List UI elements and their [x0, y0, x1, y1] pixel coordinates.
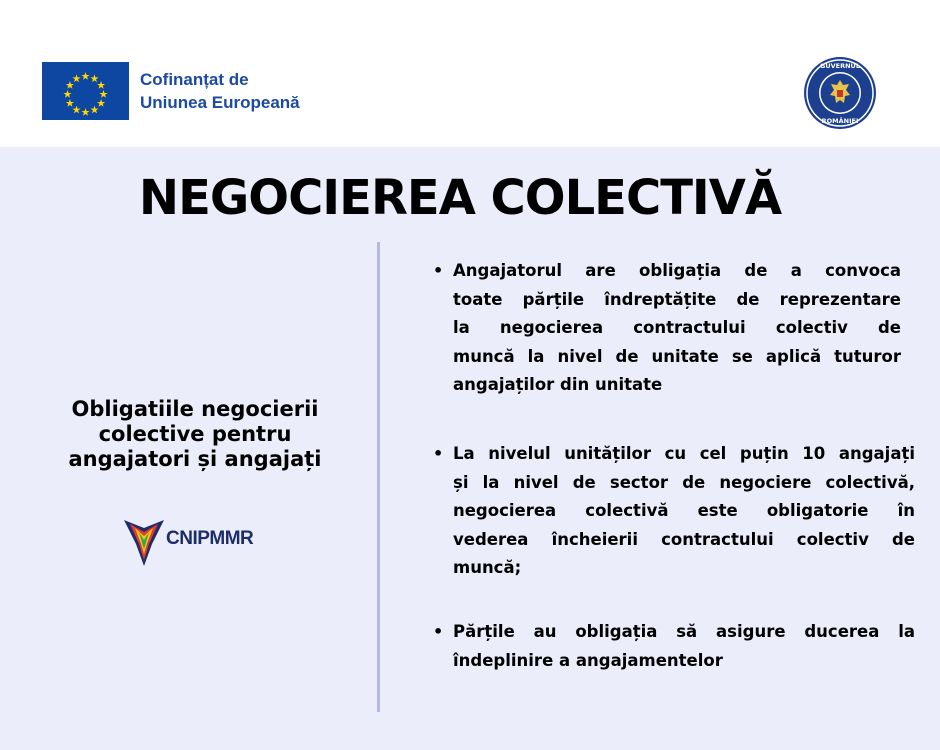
eu-cofinancing-text	[140, 68, 300, 114]
bullet-1-line-1: Angajatorul are obligația de a convoca	[453, 261, 901, 280]
bullet-2-line-4: vederea încheierii contractului colectiv de	[453, 529, 915, 549]
bullet-item-2	[433, 440, 915, 583]
cnipmmr-label: CNIPMMR	[166, 528, 254, 549]
bullet-2-line-5: muncă;	[453, 558, 522, 577]
svg-text:ROMÂNIEI: ROMÂNIEI	[821, 117, 859, 125]
vertical-divider	[377, 242, 380, 712]
bullet-text	[453, 440, 915, 583]
bullet-text	[453, 618, 915, 675]
header-bar	[0, 0, 940, 147]
subtitle-line-3: angajatori și angajați	[68, 447, 322, 471]
bullet-3-line-1: Părțile au obligația să asigure ducerea la	[453, 622, 915, 641]
cnipmmr-logo-icon	[122, 514, 166, 570]
eu-text-line-2: Uniunea Europeană	[140, 93, 300, 112]
bullet-2-line-2: și la nivel de sector de negociere colectivă,	[453, 472, 915, 492]
svg-text:GUVERNUL: GUVERNUL	[820, 62, 860, 70]
bullet-2-line-1: La nivelul unităților cu cel puțin 10 angajați	[453, 444, 915, 463]
bullet-1-line-4: muncă la nivel de unitate se aplică tuturor	[453, 346, 901, 366]
bullet-icon: •	[433, 444, 444, 463]
cnipmmr-logo	[122, 514, 272, 570]
bullet-item-1	[433, 257, 901, 400]
section-subtitle	[30, 397, 360, 472]
bullet-1-line-3: la negocierea contractului colectiv de	[453, 318, 901, 337]
subtitle-line-1: Obligatiile negocierii	[71, 397, 319, 421]
bullet-3-line-2: îndeplinire a angajamentelor	[453, 650, 723, 670]
eu-text-line-1: Cofinanțat de	[140, 70, 249, 89]
eu-flag-icon	[42, 62, 129, 120]
bullet-icon: •	[433, 622, 444, 641]
page-title: NEGOCIEREA COLECTIVĂ	[138, 170, 782, 226]
eu-cofinancing-logo	[42, 62, 347, 122]
bullet-icon: •	[433, 261, 444, 280]
bullet-1-line-2: toate părțile îndreptățite de reprezentare	[453, 289, 901, 309]
subtitle-line-2: colective pentru	[98, 422, 292, 446]
romanian-government-seal-icon	[802, 55, 878, 131]
bullet-text	[453, 257, 901, 400]
bullet-2-line-3: negocierea colectivă este obligatorie în	[453, 501, 915, 520]
bullet-item-3	[433, 618, 915, 675]
bullet-1-line-5: angajaților din unitate	[453, 375, 663, 394]
